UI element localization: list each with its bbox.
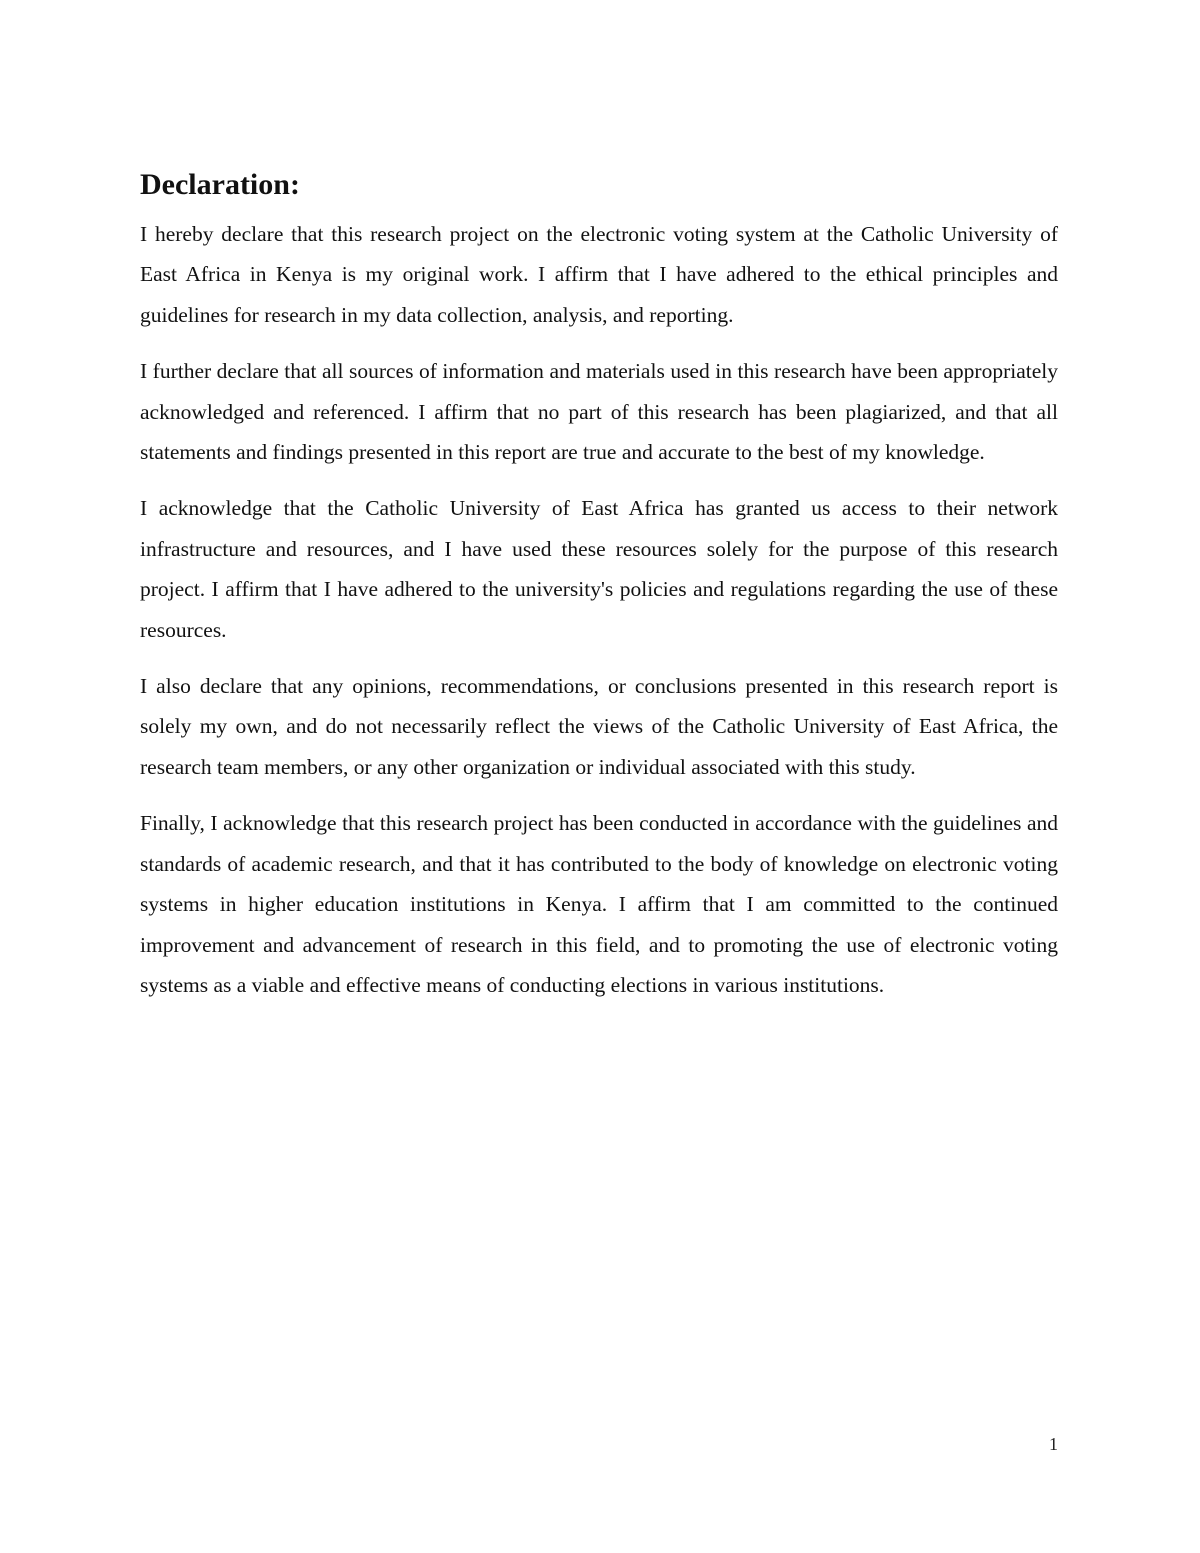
paragraph-sources-acknowledged: I further declare that all sources of information and materials used in this research have been appropriately acknowledged and referenced. I affirm that no part of this research has been plagiarized, and that all statements and findings presented in this report are true and accurate to the best of my knowledge.: [140, 359, 1058, 465]
declaration-heading: Declaration:: [140, 168, 300, 201]
paragraph-university-resources: I acknowledge that the Catholic University of East Africa has granted us access to their network infrastructure and resources, and I have used these resources solely for the purpose of this research project. I affirm that I have adhered to the university's policies and regulations regarding the use of these resources.: [140, 496, 1058, 642]
page-number: 1: [1049, 1434, 1058, 1454]
document-body: [140, 166, 1058, 1021]
paragraph-final-acknowledgement: Finally, I acknowledge that this research project has been conducted in accordance with the guidelines and standards of academic research, and that it has contributed to the body of knowledge on electronic voting systems in higher education institutions in Kenya. I affirm that I am committed to the continued improvement and advancement of research in this field, and to promoting the use of electronic voting systems as a viable and effective means of conducting elections in various institutions.: [140, 811, 1058, 997]
paragraph-original-work: I hereby declare that this research project on the electronic voting system at the Catholic University of East Africa in Kenya is my original work. I affirm that I have adhered to the ethical principles and guidelines for research in my data collection, analysis, and reporting.: [140, 222, 1058, 327]
paragraph-opinions-own: I also declare that any opinions, recommendations, or conclusions presented in this research report is solely my own, and do not necessarily reflect the views of the Catholic University of East Africa, the research team members, or any other organization or individual associated with this study.: [140, 674, 1058, 779]
